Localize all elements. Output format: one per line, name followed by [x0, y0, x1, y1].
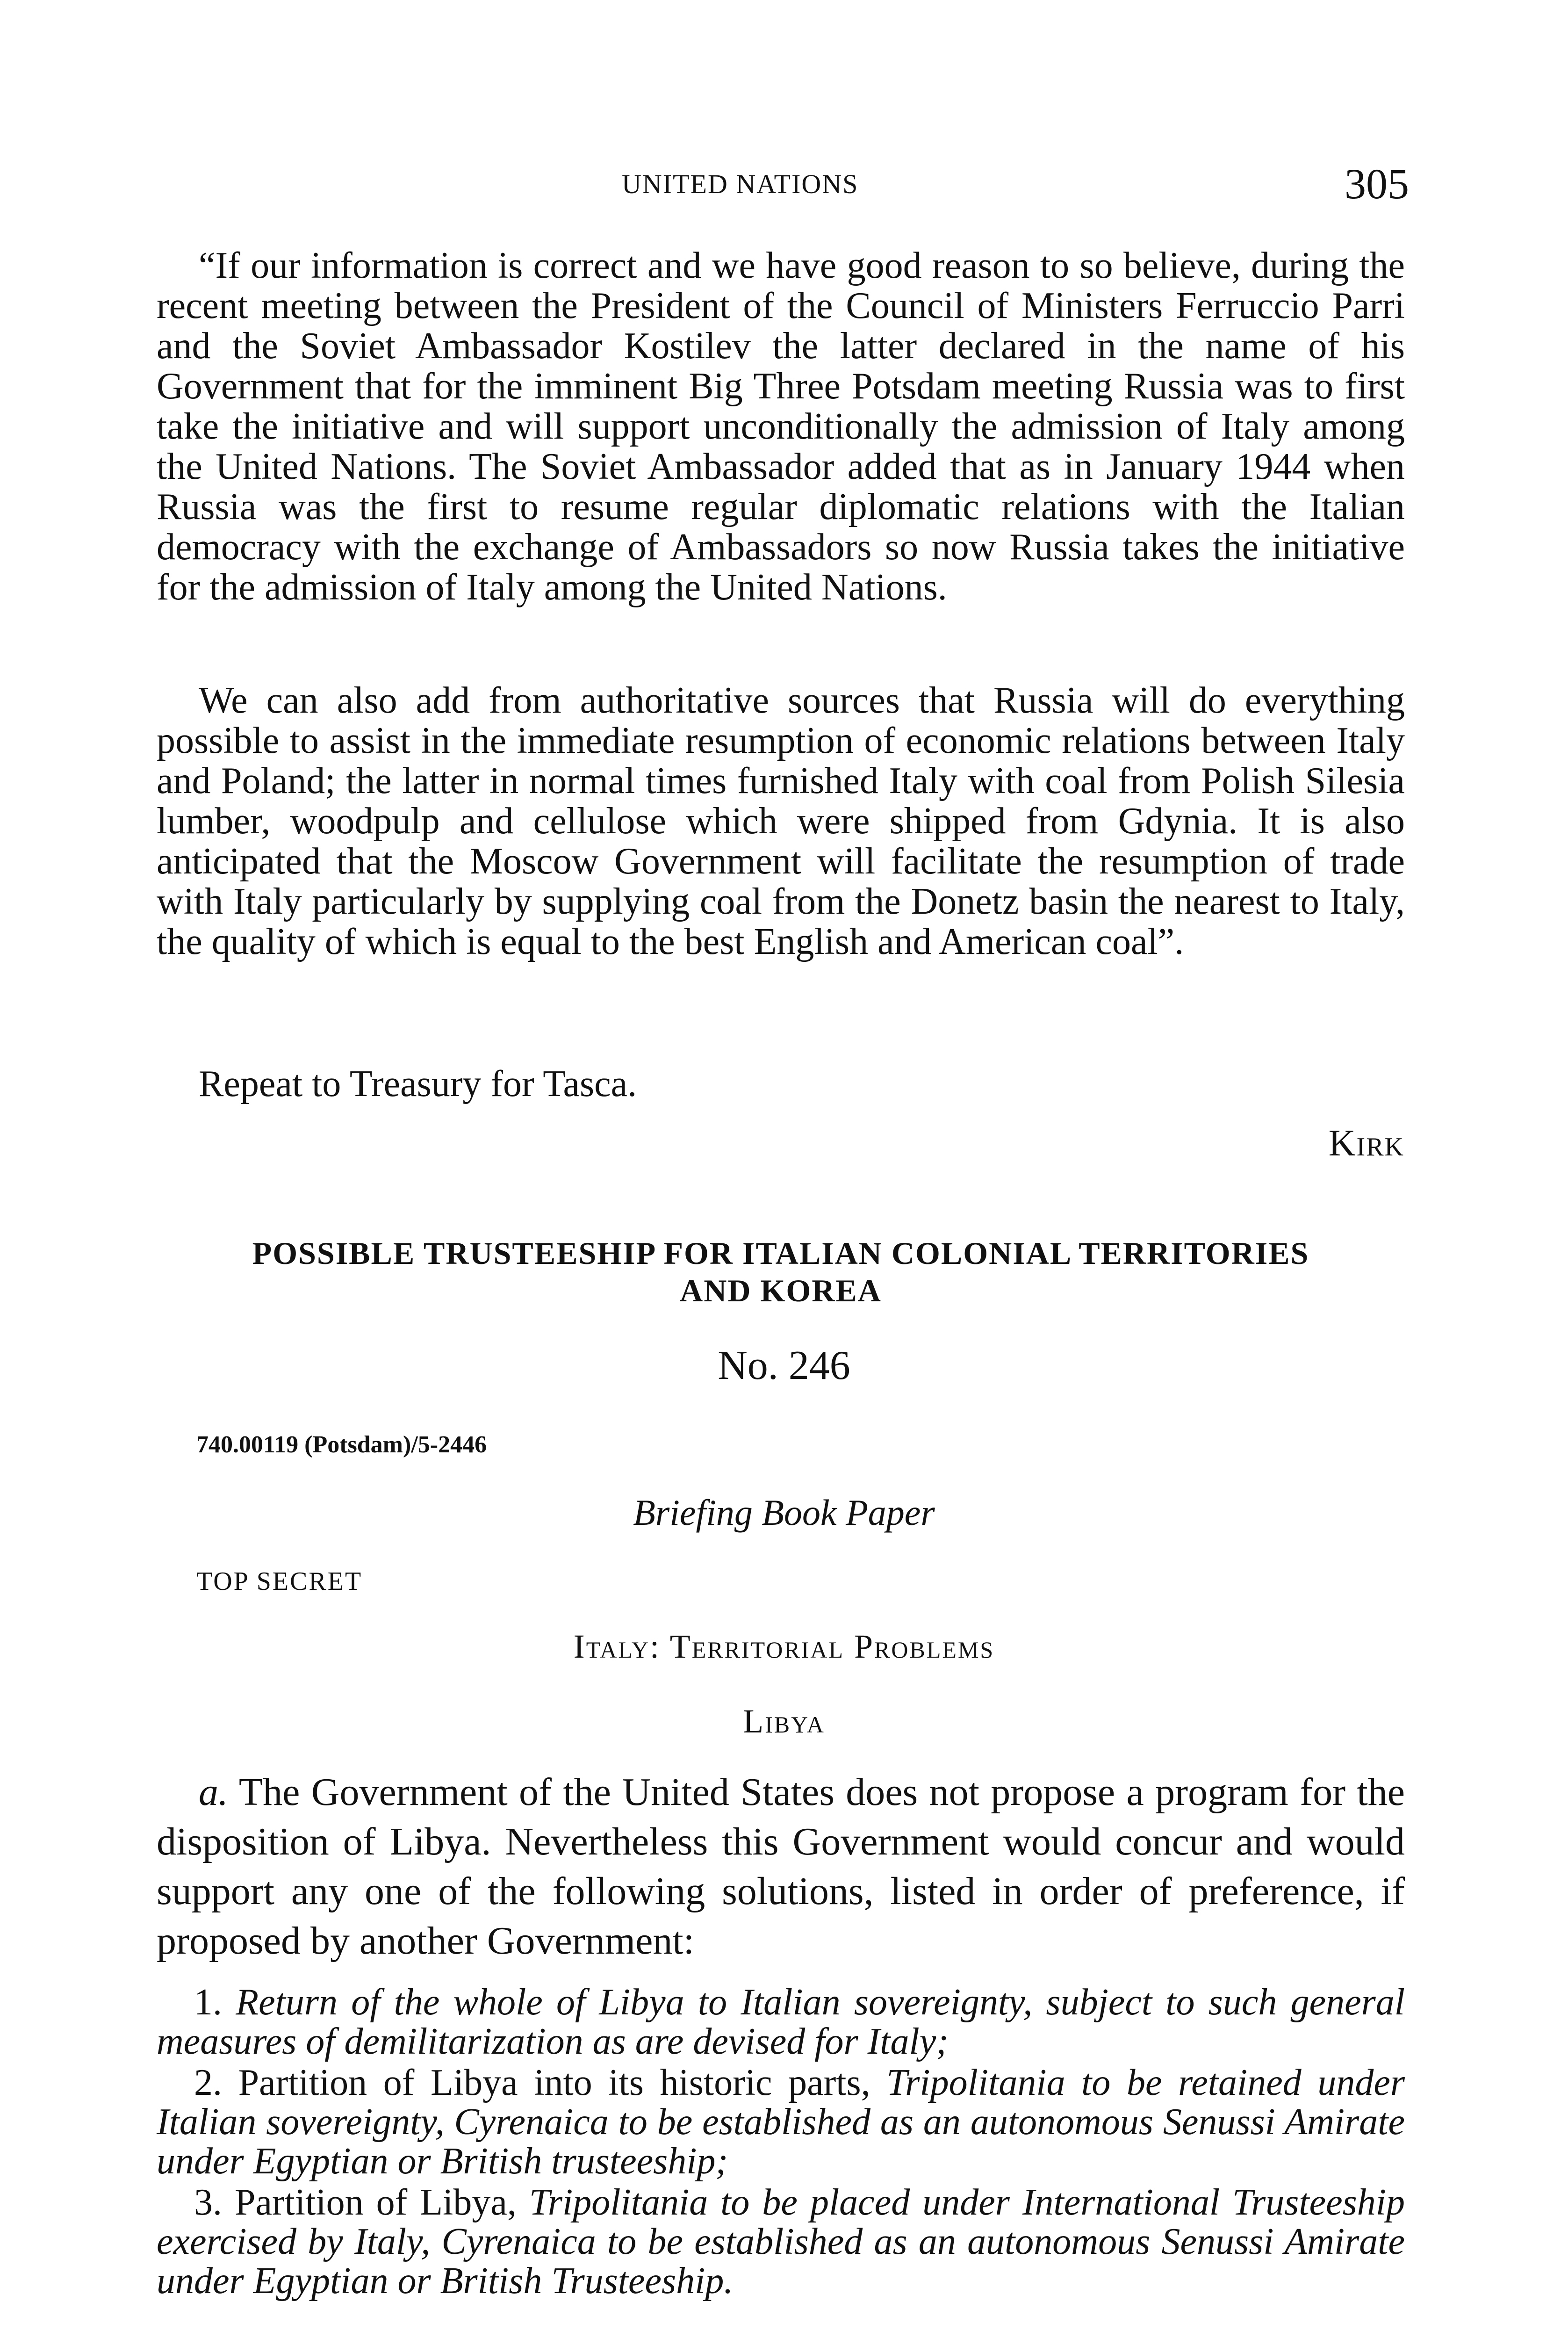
quote-paragraph-1: [157, 245, 1405, 607]
quote-paragraph-2-text: We can also add from authoritative sources that Russia will do everything possible to assist in the immediate resumption of economic relations between Italy and Poland; the latter in normal times furnished Italy with coal from Polish Silesia lumber, woodpulp and cellulose which were shipped from Gdynia. It is also anticipated that the Moscow Government will facilitate the resumption of trade with Italy particularly by supplying coal from the Donetz basin the nearest to Italy, the quality of which is equal to the best English and American coal”.: [157, 680, 1405, 962]
file-reference: 740.00119 (Potsdam)/5-2446: [196, 1431, 487, 1458]
signature: Kirk: [1328, 1123, 1404, 1164]
list-item: [157, 1983, 1405, 2061]
option-italic-text: Return of the whole of Libya to Italian sovereignty, subject to such general measures of demilitarization as are devised for Italy;: [157, 1982, 1405, 2062]
quote-paragraph-1-text: “If our information is correct and we have good reason to so believe, during the recent meeting between the President of the Council of Ministers Ferruccio Parri and the Soviet Ambassador Kostilev the latter declared in the name of his Government that for the imminent Big Three Potsdam meeting Russia was to first take the initiative and will support unconditionally the admission of Italy among the United Nations. The Soviet Ambassador added that as in January 1944 when Russia was the first to resume regular diplomatic relations with the Italian democracy with the exchange of Ambassadors so now Russia takes the initiative for the admission of Italy among the United Nations.: [157, 245, 1405, 608]
sub-subtitle: Libya: [743, 1703, 825, 1740]
section-heading-line-1: POSSIBLE TRUSTEESHIP FOR ITALIAN COLONIAL TERRITORIES: [252, 1235, 1309, 1271]
section-heading: [157, 1234, 1405, 1309]
option-lead-text: Partition of Libya,: [235, 2182, 517, 2223]
option-number: 1.: [194, 1982, 222, 2023]
subtitle: Italy: Territorial Problems: [573, 1628, 995, 1665]
repeat-note: [157, 1064, 1405, 1104]
option-number: 2.: [194, 2062, 222, 2103]
option-lead-text: Partition of Libya into its historic parts,: [238, 2062, 870, 2103]
page-number: 305: [1345, 160, 1409, 208]
paragraph-a-text: The Government of the United States does not propose a program for the disposition of Libya. Nevertheless this Government would concur and would support any one of the following solutions, listed in order of preference, if proposed by another Government:: [157, 1770, 1405, 1963]
paragraph-a-marker: a.: [199, 1770, 228, 1814]
repeat-note-text: Repeat to Treasury for Tasca.: [199, 1063, 637, 1104]
option-italic-text: Tripolitania to be placed under International Trusteeship exercised by Italy, Cyrenaica to be established as an autonomous Senussi Amirate under Egyptian or British Trusteeship.: [157, 2182, 1405, 2302]
list-item: [157, 2183, 1405, 2301]
option-number: 3.: [194, 2182, 222, 2223]
running-header: UNITED NATIONS: [622, 169, 859, 199]
paragraph-a: [157, 1768, 1405, 1966]
list-item: [157, 2063, 1405, 2181]
options-list: [157, 1983, 1405, 2302]
quote-paragraph-2: [157, 680, 1405, 962]
document-type: Briefing Book Paper: [633, 1492, 935, 1533]
classification-label: TOP SECRET: [196, 1567, 363, 1596]
section-heading-line-2: AND KOREA: [680, 1273, 882, 1308]
document-number: No. 246: [718, 1343, 850, 1388]
option-italic-text: Tripolitania to be retained under Italian sovereignty, Cyrenaica to be established as an autonomous Senussi Amirate under Egyptian or British trusteeship;: [157, 2062, 1405, 2182]
